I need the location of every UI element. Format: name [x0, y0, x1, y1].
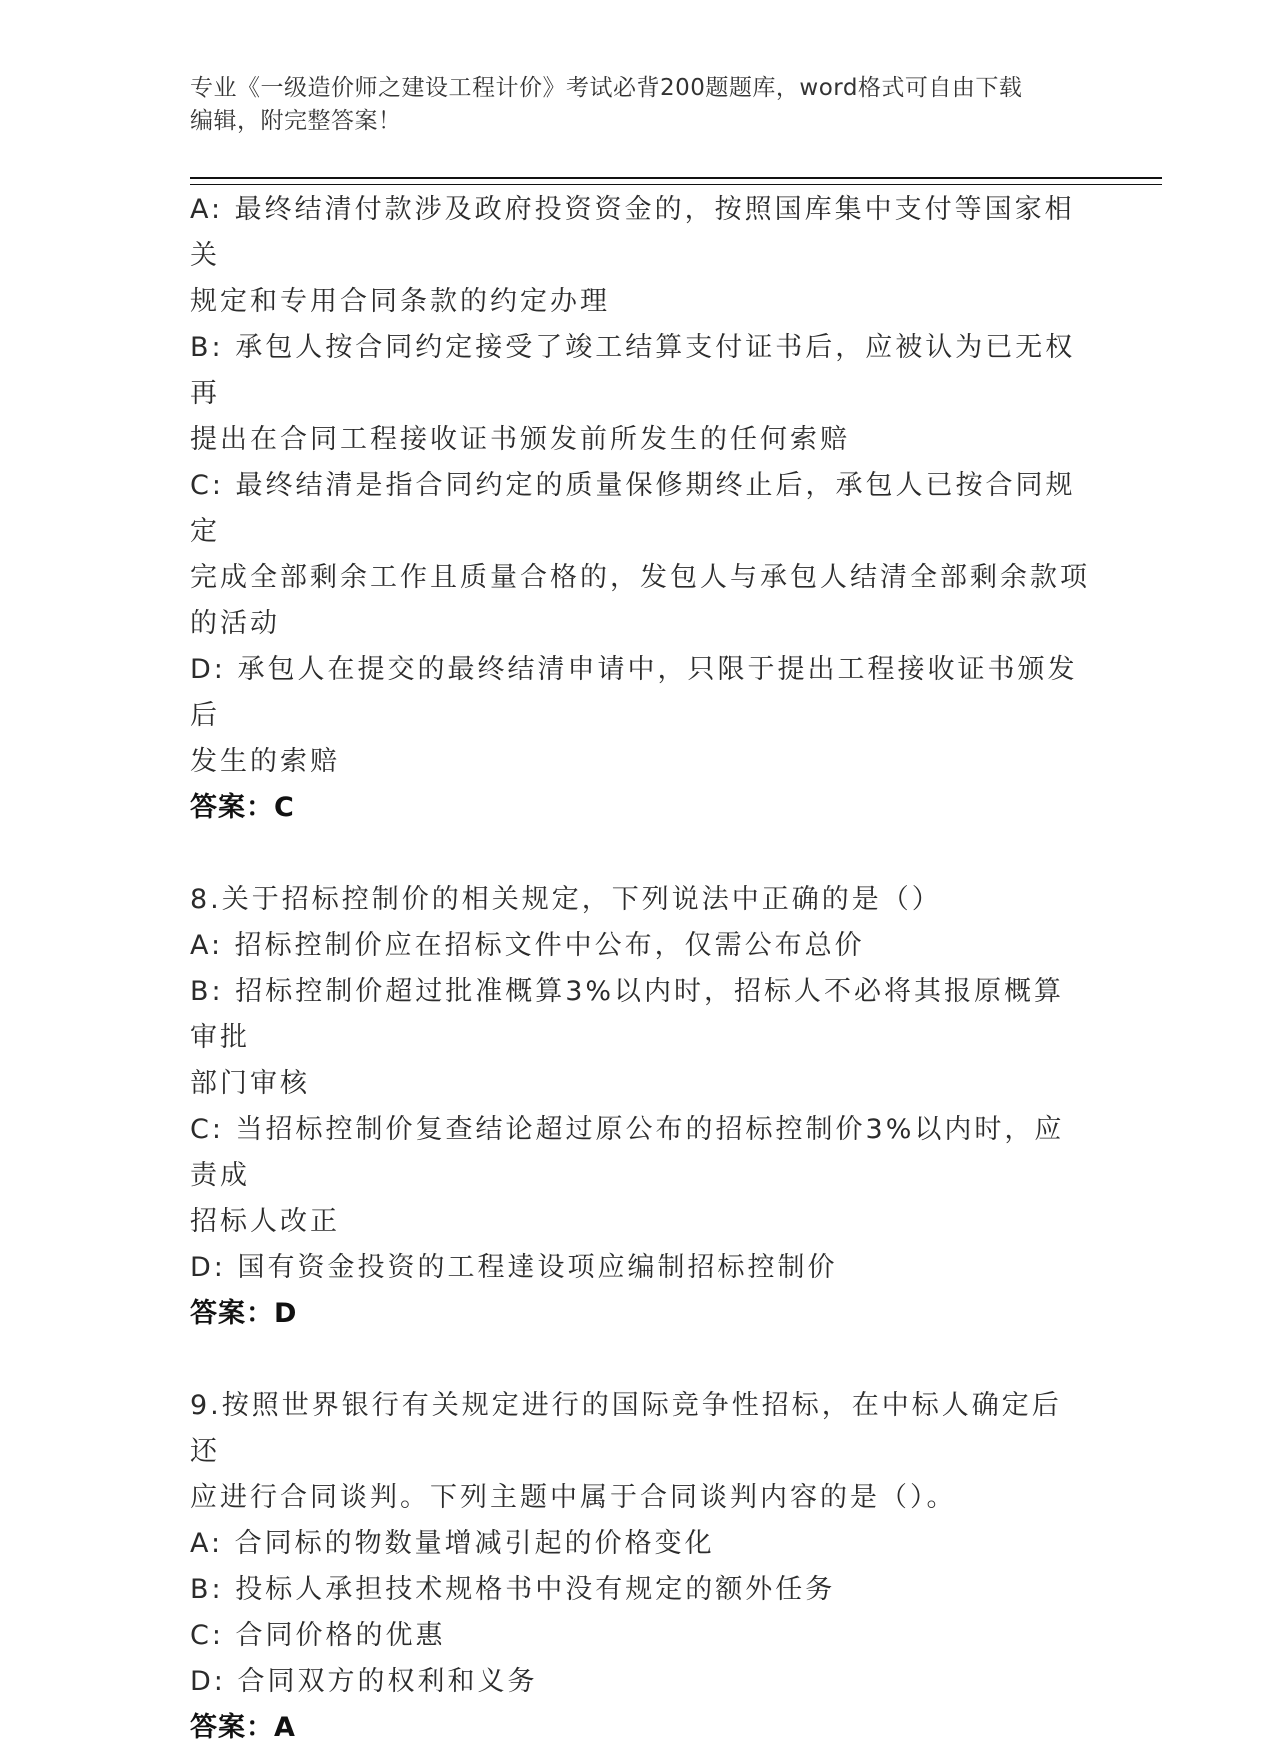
q7-option-d-line-1: D: 承包人在提交的最终结清申请中，只限于提出工程接收证书颁发后	[190, 654, 1078, 731]
q9-question-line-1: 9.按照世界银行有关规定进行的国际竞争性招标，在中标人确定后还	[190, 1390, 1062, 1467]
q8-question: 8.关于招标控制价的相关规定，下列说法中正确的是（）	[190, 884, 942, 915]
header-title-line-1: 专业《一级造价师之建设工程计价》考试必背200题题库，word格式可自由下载	[190, 75, 1023, 101]
q8-option-c-line-2: 招标人改正	[190, 1206, 340, 1237]
q9-option-d-line-1: D: 合同双方的权利和义务	[190, 1666, 538, 1697]
question-7-block	[190, 187, 1090, 831]
q8-option-d-line-1: D: 国有资金投资的工程達设项应编制招标控制价	[190, 1252, 838, 1283]
q7-option-c-line-2: 完成全部剩余工作且质量合格的，发包人与承包人结清全部剩余款项	[190, 562, 1090, 593]
q7-option-a-line-1: A: 最终结清付款涉及政府投资资金的，按照国库集中支付等国家相关	[190, 194, 1075, 271]
q7-option-b-line-2: 提出在合同工程接收证书颁发前所发生的任何索赔	[190, 424, 850, 455]
q7-option-c-line-1: C: 最终结清是指合同约定的质量保修期终止后，承包人已按合同规定	[190, 470, 1076, 547]
q7-answer: 答案：C	[190, 792, 295, 823]
q7-option-a-line-2: 规定和专用合同条款的约定办理	[190, 286, 610, 317]
q9-option-c-line-1: C: 合同价格的优惠	[190, 1620, 446, 1651]
q9-option-b-line-1: B: 投标人承担技术规格书中没有规定的额外任务	[190, 1574, 836, 1605]
q8-option-c-line-1: C: 当招标控制价复查结论超过原公布的招标控制价3%以内时，应责成	[190, 1114, 1065, 1191]
spacer	[190, 831, 1090, 877]
q7-option-c-line-3: 的活动	[190, 608, 280, 639]
question-9-block	[190, 1383, 1090, 1751]
q7-option-b-line-1: B: 承包人按合同约定接受了竣工结算支付证书后，应被认为已无权再	[190, 332, 1076, 409]
q8-option-a-line-1: A: 招标控制价应在招标文件中公布，仅需公布总价	[190, 930, 865, 961]
question-8-block	[190, 877, 1090, 1337]
q9-option-a-line-1: A: 合同标的物数量增减引起的价格变化	[190, 1528, 715, 1559]
q9-question-line-2: 应进行合同谈判。下列主题中属于合同谈判内容的是（）。	[190, 1482, 957, 1513]
q8-answer: 答案：D	[190, 1298, 298, 1329]
header-divider-thin	[190, 184, 1162, 185]
header-title-line-2: 编辑，附完整答案！	[190, 108, 402, 134]
header-divider-thick	[190, 177, 1162, 179]
q7-option-d-line-2: 发生的索赔	[190, 746, 340, 777]
q9-answer: 答案：A	[190, 1712, 296, 1743]
spacer	[190, 1337, 1090, 1383]
q8-option-b-line-2: 部门审核	[190, 1068, 310, 1099]
document-body	[190, 187, 1090, 1751]
document-header	[190, 72, 1080, 138]
q8-option-b-line-1: B: 招标控制价超过批准概算3%以内时，招标人不必将其报原概算审批	[190, 976, 1065, 1053]
